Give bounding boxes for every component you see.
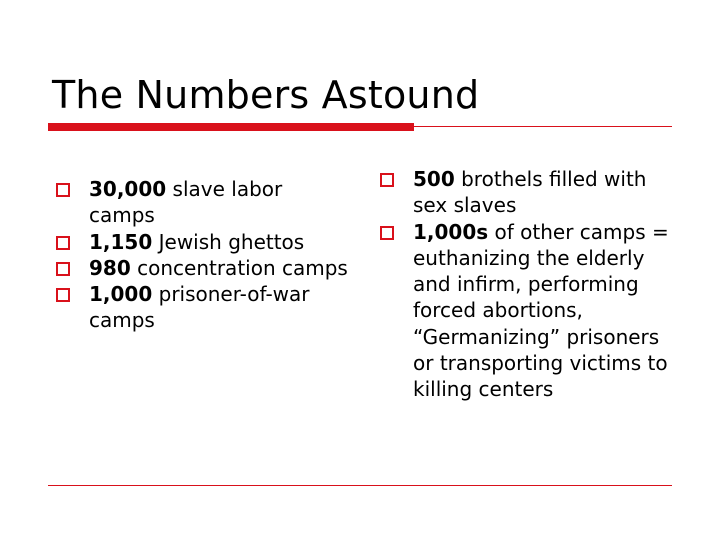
- bullet-text: slave labor camps: [89, 177, 283, 228]
- hollow-square-bullet-icon: [380, 226, 394, 240]
- bullet-item: [52, 255, 352, 281]
- bullet-text: concentration camps: [130, 255, 348, 280]
- title-underline-thin-rule: [414, 126, 672, 127]
- bullet-text: of other camps = euthanizing the elderly and infirm, performing forced abortions, “Germanizing” prisoners or transporting victims to killing centers: [413, 219, 669, 402]
- hollow-square-bullet-icon: [380, 173, 394, 187]
- bullet-number: 1,000s: [413, 219, 489, 244]
- bullet-number: 980: [89, 255, 131, 280]
- bullet-item: [52, 229, 352, 255]
- bullet-item: [376, 219, 676, 403]
- hollow-square-bullet-icon: [56, 262, 70, 276]
- bullet-number: 500: [413, 167, 455, 191]
- bullet-item: [52, 176, 352, 229]
- bullet-text: prisoner-of-war camps: [89, 282, 310, 333]
- left-bullet-list: [52, 176, 352, 334]
- footer-rule: [48, 485, 672, 486]
- hollow-square-bullet-icon: [56, 183, 70, 197]
- bullet-number: 30,000: [89, 177, 167, 201]
- bullet-text: brothels filled with sex slaves: [413, 167, 647, 218]
- bullet-number: 1,150: [89, 229, 153, 254]
- bullet-item: [52, 281, 352, 334]
- title-underline-bar: [48, 123, 414, 131]
- hollow-square-bullet-icon: [56, 288, 70, 302]
- bullet-text: Jewish ghettos: [152, 229, 305, 254]
- right-bullet-list: [376, 166, 676, 403]
- slide-title: The Numbers Astound: [52, 73, 480, 117]
- bullet-item: [376, 166, 676, 219]
- bullet-number: 1,000: [89, 282, 153, 307]
- hollow-square-bullet-icon: [56, 236, 70, 250]
